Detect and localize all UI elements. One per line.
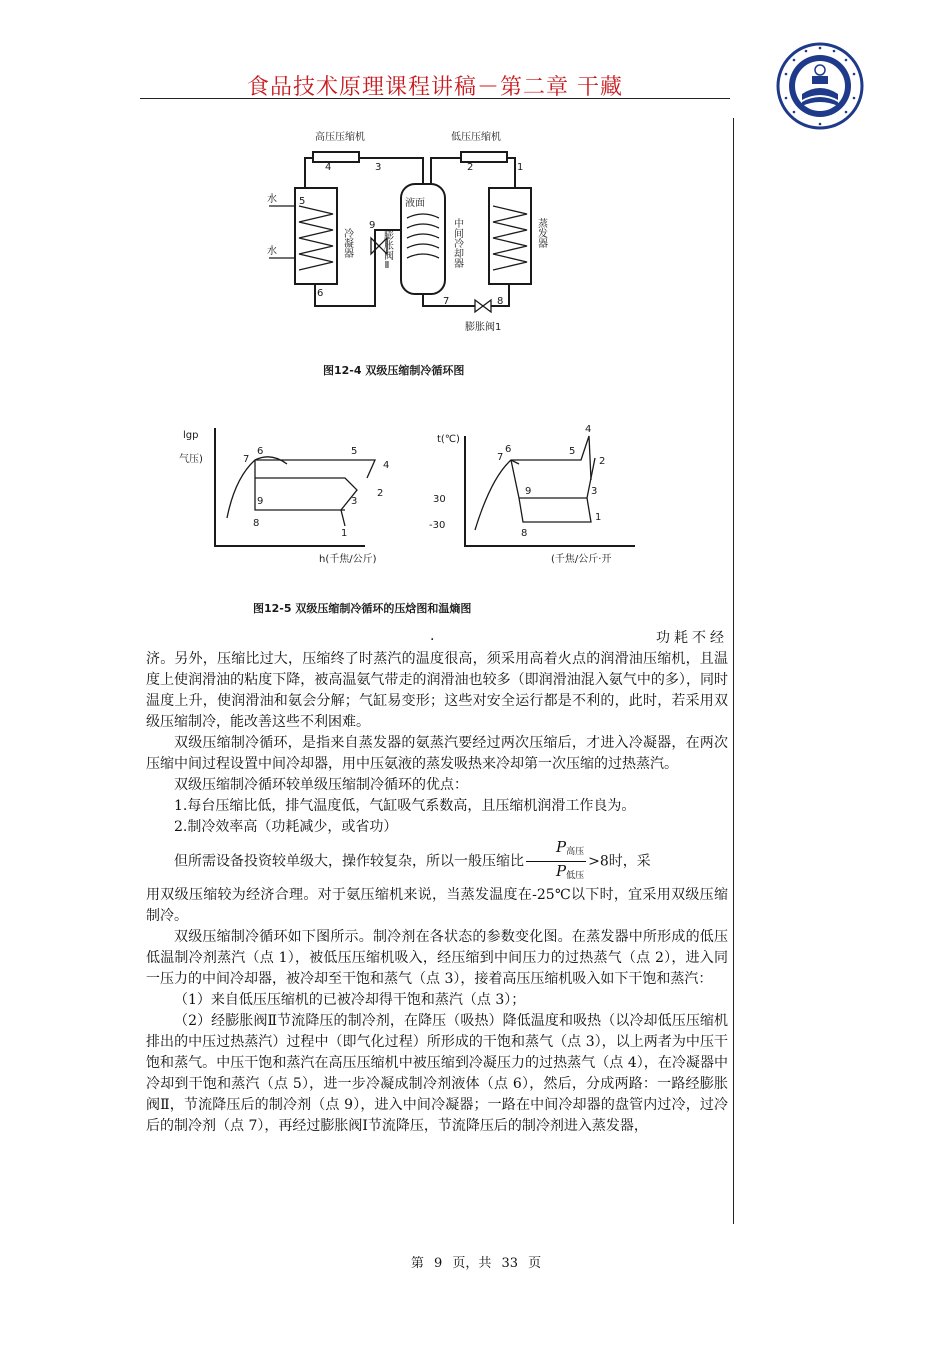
compression-ratio-fraction: $\frac{P_{高压}}{P_{低压}}$ — [526, 838, 586, 885]
para-1: 济。另外，压缩比过大，压缩终了时蒸汽的温度很高，须采用高着火点的润滑油压缩机，且温度上使润滑油的粘度下降，被高温氨气带走的润滑油也较多（即润滑油混入氨气中的多），同时温度上升，使润滑油和氨会分解；气缸易变形；这些对安全运行都是不利的，此时，若采用双级压缩制冷，能改善这些不利困难。 — [146, 651, 728, 730]
para-9: （1）来自低压压缩机的已被冷却得干饱和蒸汽（点 3）； — [174, 992, 526, 1008]
figure1-caption: 图12-4 双级压缩制冷循环图 — [323, 364, 465, 377]
svg-text:9: 9 — [257, 496, 264, 507]
label-water-in: 水 — [267, 194, 277, 205]
figure2-caption: 图12-5 双级压缩制冷循环的压焓图和温熵图 — [253, 602, 472, 615]
svg-text:9: 9 — [525, 486, 532, 497]
figure-illustrations — [175, 118, 650, 623]
right-ylabel: t(℃) — [437, 434, 460, 445]
svg-text:5: 5 — [351, 446, 358, 457]
label-evaporator: 蒸发器 — [535, 218, 547, 248]
para-5: 2.制冷效率高（功耗减少，或省功） — [174, 819, 398, 835]
label-valve2: 膨胀阀Ⅱ — [381, 230, 393, 271]
para-3: 双级压缩制冷循环较单级压缩制冷循环的优点： — [174, 777, 468, 793]
svg-text:4: 4 — [383, 460, 390, 471]
label-condenser: 冷凝器 — [341, 228, 353, 258]
para-4: 1.每台压缩比低，排气温度低，气缸吸气系数高，且压缩机润滑工作良为。 — [174, 798, 636, 814]
svg-text:8: 8 — [253, 518, 260, 529]
svg-text:9: 9 — [369, 220, 376, 231]
page-header-title: 食品技术原理课程讲稿－第二章 干藏 — [247, 75, 623, 100]
header-rule — [140, 98, 730, 99]
stray-dot: . — [430, 628, 435, 644]
svg-text:5: 5 — [569, 446, 576, 457]
svg-text:2: 2 — [599, 456, 606, 467]
svg-text:1: 1 — [341, 528, 348, 539]
para-8: 双级压缩制冷循环如下图所示。制冷剂在各状态的参数变化图。在蒸发器中所形成的低压低温制冷剂蒸汽（点 1），被低压压缩机吸入，经压缩到中间压力的过热蒸气（点 2），进入同一压力的中间冷却器，被冷却至干饱和蒸气（点 3），接着高压压缩机吸入如下干饱和蒸汽： — [146, 929, 728, 987]
left-ylabel: lgp — [183, 430, 199, 441]
right-xlabel: (千焦/公斤·开 — [551, 554, 612, 565]
para-1-tail: 功耗不经 — [656, 630, 728, 646]
label-high-compressor: 高压压缩机 — [315, 132, 365, 143]
svg-text:3: 3 — [375, 162, 382, 173]
svg-text:3: 3 — [351, 496, 358, 507]
left-xlabel: h(千焦/公斤) — [319, 554, 377, 565]
svg-text:2: 2 — [377, 488, 384, 499]
para-6-after: >8时，采 — [588, 853, 651, 870]
svg-text:8: 8 — [497, 296, 504, 307]
svg-text:6: 6 — [257, 446, 264, 457]
svg-text:7: 7 — [243, 454, 250, 465]
svg-text:4: 4 — [585, 424, 592, 435]
right-margin-rule — [733, 118, 734, 1224]
svg-text:7: 7 — [497, 452, 504, 463]
label-valve1: 膨胀阀1 — [465, 322, 502, 333]
label-liquid-level: 液面 — [405, 198, 425, 209]
svg-text:3: 3 — [591, 486, 598, 497]
right-tick-a: -30 — [429, 520, 446, 531]
label-intercooler: 中间冷却器 — [451, 218, 463, 268]
svg-text:1: 1 — [517, 162, 524, 173]
svg-text:2: 2 — [467, 162, 474, 173]
svg-text:6: 6 — [317, 288, 324, 299]
para-2: 双级压缩制冷循环，是指来自蒸发器的氨蒸汽要经过两次压缩后，才进入冷凝器，在两次压缩中间过程设置中间冷却器，用中压氨液的蒸发吸热来冷却第一次压缩的过热蒸汽。 — [146, 735, 728, 772]
svg-text:1: 1 — [595, 512, 602, 523]
label-low-compressor: 低压压缩机 — [451, 132, 501, 143]
right-tick-b: 30 — [433, 494, 446, 505]
body-text — [146, 628, 728, 1137]
para-6-before: 但所需设备投资较单级大，操作较复杂，所以一般压缩比 — [174, 853, 524, 870]
page-footer: 第 9 页，共 33 页 — [410, 1256, 542, 1271]
svg-text:5: 5 — [299, 196, 306, 207]
svg-text:6: 6 — [505, 444, 512, 455]
svg-text:4: 4 — [325, 162, 332, 173]
university-logo — [776, 42, 864, 130]
svg-text:7: 7 — [443, 296, 450, 307]
label-water-out: 水 — [267, 246, 277, 257]
para-7: 用双级压缩较为经济合理。对于氨压缩机来说，当蒸发温度在-25℃以下时，宜采用双级压缩制冷。 — [146, 887, 728, 924]
svg-text:8: 8 — [521, 528, 528, 539]
para-6 — [146, 838, 728, 885]
para-10: （2）经膨胀阀Ⅱ节流降压的制冷剂，在降压（吸热）降低温度和吸热（以冷却低压压缩机排出的中压过热蒸汽）过程中（即气化过程）所形成的干饱和蒸气（点 3），以上两者为中压干饱和蒸气。中压干饱和蒸汽在高压压缩机中被压缩到冷凝压力的过热蒸气（点 4），在冷凝器中冷却到干饱和蒸汽（点 5），进一步冷凝成制冷剂液体（点 6），然后，分成两路：一路经膨胀阀Ⅱ，节流降压后的制冷剂（点 9），进入中间冷凝器；一路在中间冷却器的盘管内过冷，过冷后的制冷剂（点 7），再经过膨胀阀Ⅰ节流降压，节流降压后的制冷剂进入蒸发器， — [146, 1013, 728, 1134]
left-yunit: 气压) — [179, 454, 203, 465]
